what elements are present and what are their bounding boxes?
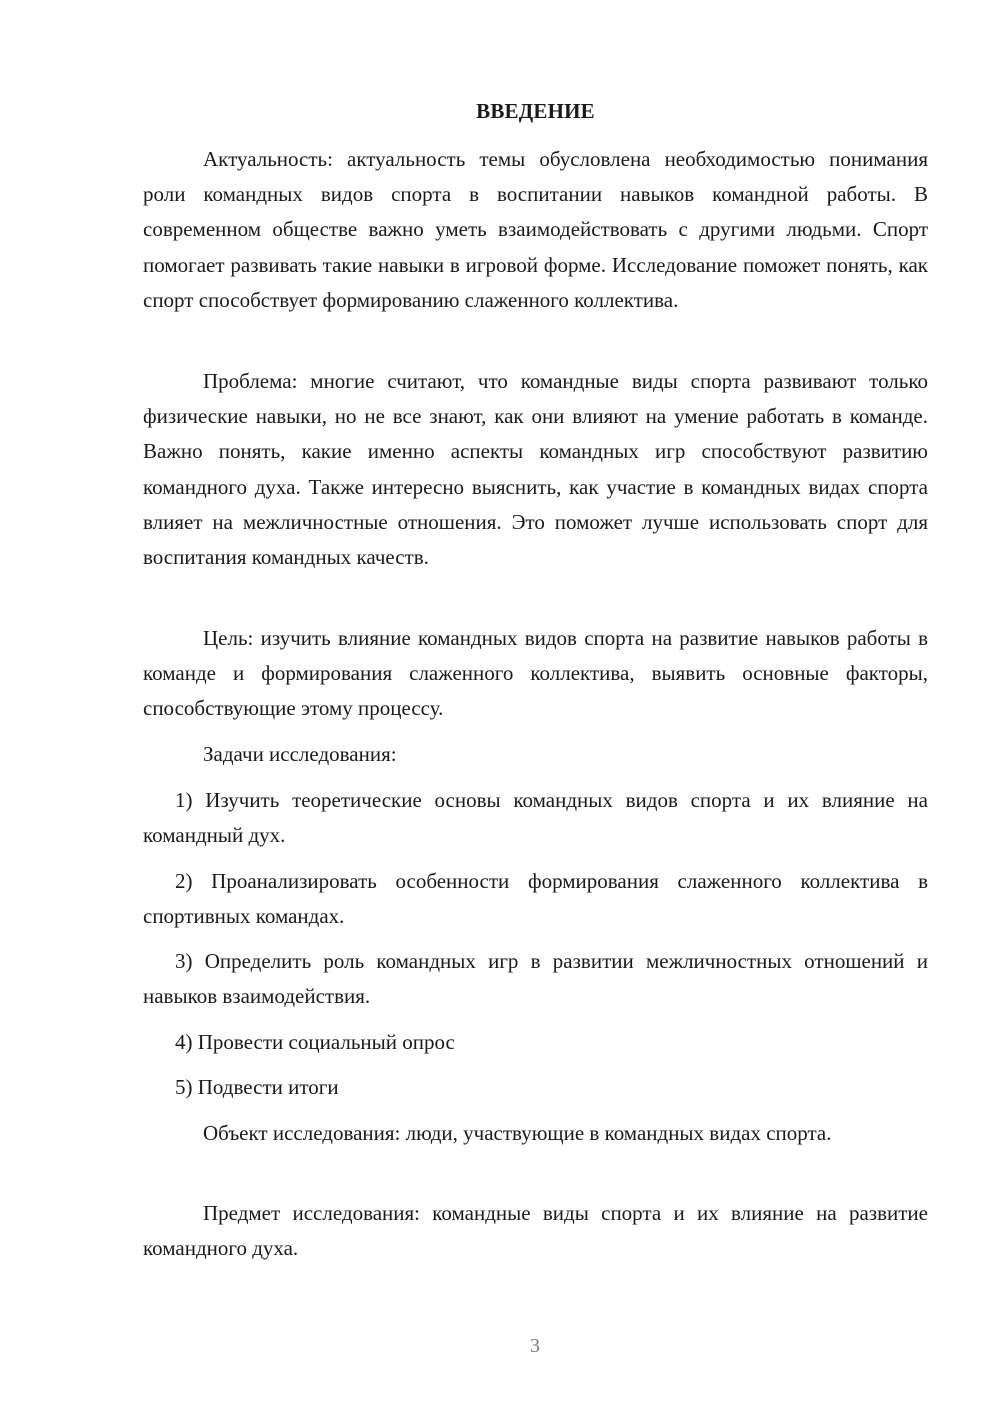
paragraph-relevance: Актуальность: актуальность темы обусловлена необходимостью понимания роли командных видов спорта в воспитании навыков командной работы. В современном обществе важно уметь взаимодействовать с другими людьми. Спорт помогает развивать такие навыки в игровой форме. Исследование поможет понять, как спорт способствует формированию слаженного коллектива. — [143, 147, 928, 312]
tasks-heading: Задачи исследования: — [203, 742, 397, 766]
page-number: 3 — [530, 1335, 540, 1357]
page-title: ВВЕДЕНИЕ — [476, 99, 595, 123]
paragraph-subject: Предмет исследования: командные виды спорта и их влияние на развитие командного духа. — [143, 1201, 928, 1261]
task-item-4: 4) Провести социальный опрос — [175, 1030, 455, 1054]
paragraph-problem: Проблема: многие считают, что командные виды спорта развивают только физические навыки, но не все знают, как они влияют на умение работать в команде. Важно понять, какие именно аспекты командных игр способствуют развитию командного духа. Также интересно выяснить, как участие в командных видах спорта влияет на межличностные отношения. Это поможет лучше использовать спорт для воспитания командных качеств. — [143, 369, 928, 570]
task-item-3: 3) Определить роль командных игр в развитии межличностных отношений и навыков взаимодействия. — [143, 949, 928, 1009]
task-item-5: 5) Подвести итоги — [175, 1075, 339, 1099]
task-item-1: 1) Изучить теоретические основы командных видов спорта и их влияние на командный дух. — [143, 788, 928, 848]
task-item-2: 2) Проанализировать особенности формирования слаженного коллектива в спортивных командах. — [143, 869, 928, 929]
paragraph-object: Объект исследования: люди, участвующие в командных видах спорта. — [203, 1121, 832, 1145]
paragraph-goal: Цель: изучить влияние командных видов спорта на развитие навыков работы в команде и формирования слаженного коллектива, выявить основные факторы, способствующие этому процессу. — [143, 626, 928, 721]
